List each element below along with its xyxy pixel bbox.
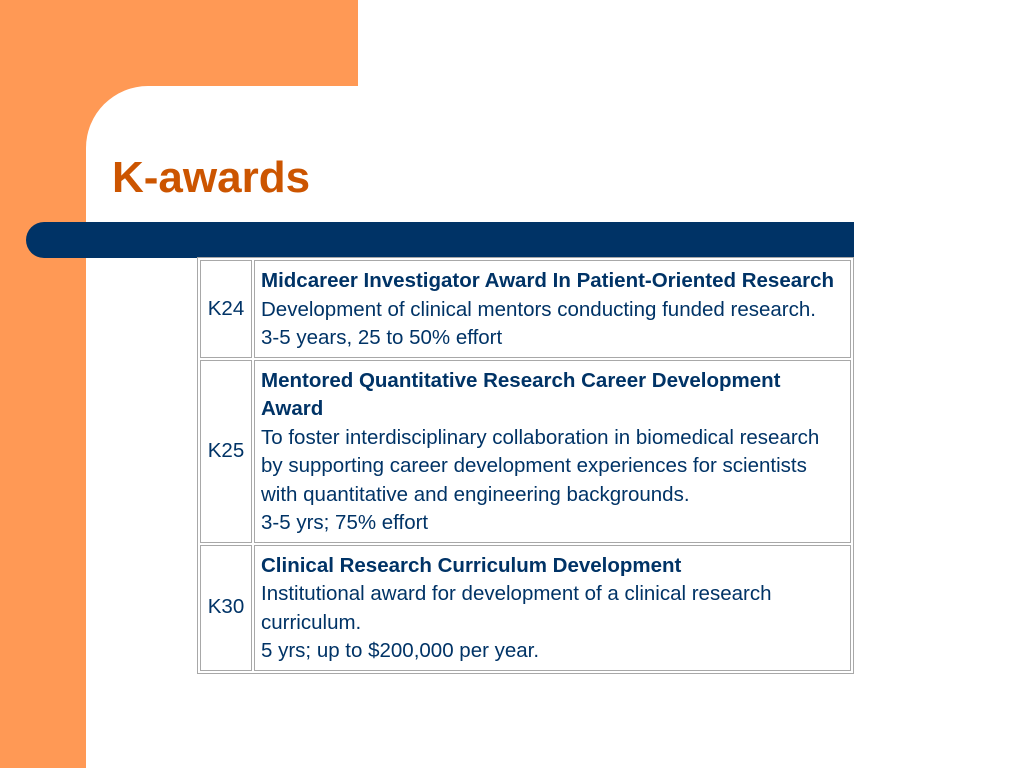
award-details-cell <box>254 260 851 358</box>
award-terms: 3-5 yrs; 75% effort <box>261 511 429 534</box>
award-name: Clinical Research Curriculum Development <box>261 553 682 577</box>
award-terms: 3-5 years, 25 to 50% effort <box>261 326 503 349</box>
award-description: To foster interdisciplinary collaboration in biomedical research by supporting career development experiences for scientists with quantitative and engineering backgrounds. <box>261 425 820 506</box>
award-code-cell: K30 <box>200 545 252 671</box>
slide-title: K-awards <box>112 153 311 202</box>
award-details-cell <box>254 545 851 671</box>
award-code-cell: K24 <box>200 260 252 358</box>
award-name: Midcareer Investigator Award In Patient-Oriented Research <box>261 269 835 292</box>
award-name: Mentored Quantitative Research Career Development Award <box>261 368 781 420</box>
awards-table <box>197 257 854 674</box>
white-top-area <box>358 0 1024 86</box>
award-terms: 5 yrs; up to $200,000 per year. <box>261 639 540 662</box>
award-description: Institutional award for development of a clinical research curriculum. <box>261 582 772 634</box>
left-orange-band <box>0 0 86 768</box>
title-underline-bar <box>26 222 854 258</box>
award-description: Development of clinical mentors conducting funded research. <box>261 297 816 321</box>
table-row <box>200 545 851 671</box>
award-code-cell: K25 <box>200 360 252 543</box>
table-row <box>200 260 851 358</box>
table-row <box>200 360 851 543</box>
award-details-cell <box>254 360 851 543</box>
top-orange-block <box>0 0 358 86</box>
